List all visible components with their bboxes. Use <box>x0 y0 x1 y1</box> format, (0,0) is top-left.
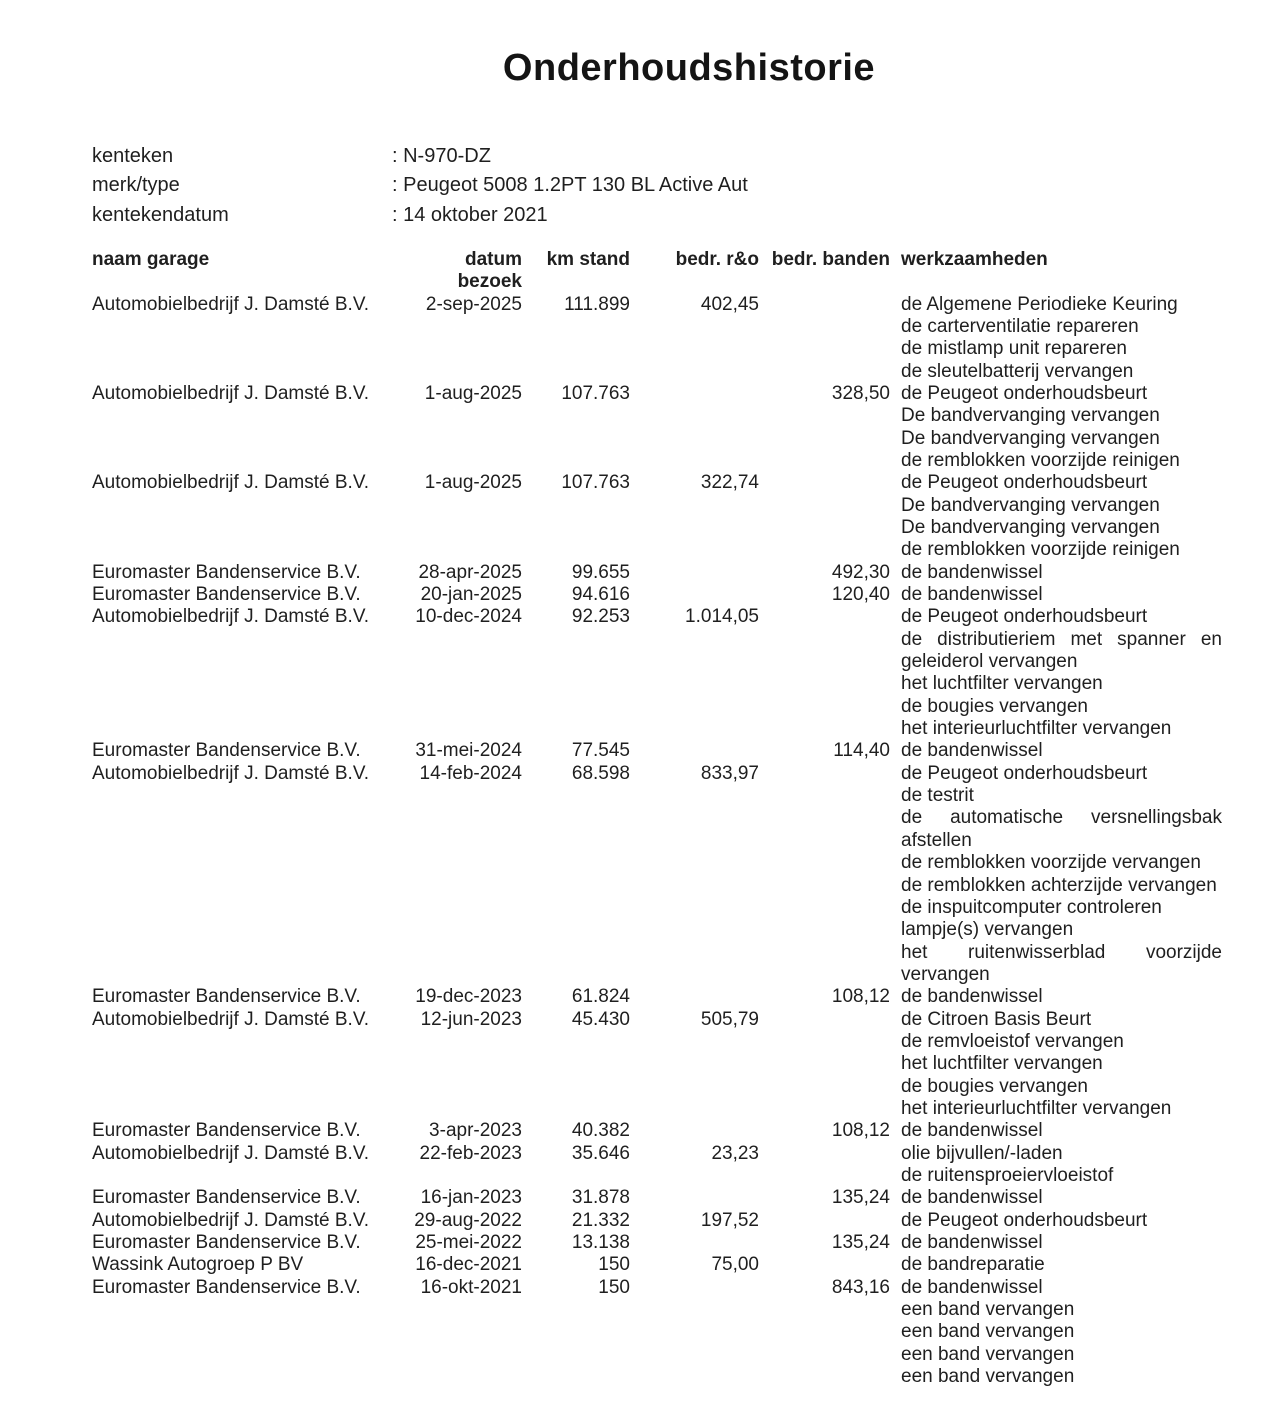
werkzaamheden-list <box>890 1210 1222 1232</box>
werkzaamheden-item: het interieurluchtfilter vervangen <box>901 718 1172 740</box>
info-label-kentekendatum: kentekendatum <box>92 203 229 226</box>
cell-garage: Euromaster Bandenservice B.V. <box>92 1187 361 1209</box>
cell-bedr-banden <box>759 763 890 986</box>
cell-bedr-ro <box>630 1277 759 1389</box>
column-header-werkzaamheden: werkzaamheden <box>901 248 1048 270</box>
werkzaamheden-list <box>890 1232 1222 1254</box>
cell-datum-bezoek: 25-mei-2022 <box>415 1232 522 1254</box>
werkzaamheden-item: een band vervangen <box>901 1299 1075 1321</box>
werkzaamheden-item: de bougies vervangen <box>901 695 1088 717</box>
werkzaamheden-item: de Peugeot onderhoudsbeurt <box>901 472 1148 494</box>
table-row <box>92 1143 1222 1188</box>
cell-garage: Euromaster Bandenservice B.V. <box>92 1232 361 1254</box>
table-row <box>92 1210 1222 1232</box>
werkzaamheden-item: de Peugeot onderhoudsbeurt <box>901 382 1148 404</box>
table-header <box>92 249 1222 294</box>
cell-bedr-banden <box>759 294 890 383</box>
cell-datum-bezoek: 1-aug-2025 <box>424 472 522 494</box>
cell-bedr-banden <box>759 1009 890 1121</box>
table-row <box>92 1187 1222 1209</box>
table-row <box>92 472 1222 561</box>
cell-km-stand: 13.138 <box>571 1232 630 1254</box>
werkzaamheden-list <box>890 1277 1222 1389</box>
werkzaamheden-item: de bandenwissel <box>901 986 1043 1008</box>
cell-bedr-ro <box>630 1187 759 1209</box>
cell-garage: Euromaster Bandenservice B.V. <box>92 561 361 583</box>
cell-bedr-ro: 1.014,05 <box>685 606 759 628</box>
cell-datum-bezoek: 14-feb-2024 <box>419 762 522 784</box>
cell-km-stand: 107.763 <box>561 472 630 494</box>
werkzaamheden-list <box>890 763 1222 986</box>
cell-km-stand: 61.824 <box>571 986 630 1008</box>
cell-bedr-ro <box>630 1232 759 1254</box>
cell-bedr-banden: 328,50 <box>831 382 890 404</box>
werkzaamheden-item: de bougies vervangen <box>901 1075 1088 1097</box>
werkzaamheden-list <box>890 1009 1222 1121</box>
werkzaamheden-list <box>890 472 1222 561</box>
werkzaamheden-item: de Peugeot onderhoudsbeurt <box>901 1209 1148 1231</box>
column-header-km-stand: km stand <box>546 248 630 270</box>
cell-garage: Automobielbedrijf J. Damsté B.V. <box>92 293 370 315</box>
cell-bedr-banden: 114,40 <box>833 740 890 762</box>
werkzaamheden-item: een band vervangen <box>901 1366 1075 1388</box>
cell-km-stand: 35.646 <box>571 1142 630 1164</box>
cell-km-stand: 40.382 <box>571 1120 630 1142</box>
column-header-datum-bezoek: datum bezoek <box>457 248 522 293</box>
cell-km-stand: 150 <box>598 1254 630 1276</box>
cell-bedr-banden: 135,24 <box>831 1187 890 1209</box>
vehicle-info-row <box>92 171 1280 200</box>
werkzaamheden-item: de sleutelbatterij vervangen <box>901 360 1134 382</box>
werkzaamheden-item: de bandenwissel <box>901 584 1043 606</box>
maintenance-table <box>92 249 1222 1389</box>
cell-datum-bezoek: 16-jan-2023 <box>420 1187 522 1209</box>
cell-garage: Euromaster Bandenservice B.V. <box>92 740 361 762</box>
werkzaamheden-item: een band vervangen <box>901 1343 1075 1365</box>
cell-datum-bezoek: 12-jun-2023 <box>420 1008 522 1030</box>
werkzaamheden-item: de remblokken voorzijde vervangen <box>901 852 1201 874</box>
werkzaamheden-item: olie bijvullen/-laden <box>901 1142 1063 1164</box>
werkzaamheden-item: de bandenwissel <box>901 740 1043 762</box>
werkzaamheden-list <box>890 1143 1222 1188</box>
column-header-bedr-ro: bedr. r&o <box>675 248 759 270</box>
cell-bedr-ro: 23,23 <box>711 1142 759 1164</box>
table-row <box>92 740 1222 762</box>
cell-datum-bezoek: 1-aug-2025 <box>424 382 522 404</box>
cell-datum-bezoek: 19-dec-2023 <box>415 986 522 1008</box>
table-row <box>92 1120 1222 1142</box>
werkzaamheden-item: de bandreparatie <box>901 1254 1045 1276</box>
werkzaamheden-item: De bandvervanging vervangen <box>901 427 1160 449</box>
cell-garage: Automobielbedrijf J. Damsté B.V. <box>92 1209 370 1231</box>
cell-garage: Euromaster Bandenservice B.V. <box>92 1276 361 1298</box>
werkzaamheden-list <box>890 1254 1222 1276</box>
info-value-kenteken: : N-970-DZ <box>392 145 491 167</box>
cell-bedr-banden <box>759 1143 890 1188</box>
werkzaamheden-item: De bandvervanging vervangen <box>901 517 1160 539</box>
cell-bedr-ro: 322,74 <box>700 472 759 494</box>
table-row <box>92 1277 1222 1389</box>
table-row <box>92 763 1222 986</box>
cell-datum-bezoek: 31-mei-2024 <box>415 740 522 762</box>
werkzaamheden-item: het luchtfilter vervangen <box>901 673 1103 695</box>
werkzaamheden-item: de bandenwissel <box>901 1232 1043 1254</box>
werkzaamheden-item: het ruitenwisserblad voorzijde vervangen <box>901 941 1222 985</box>
cell-datum-bezoek: 2-sep-2025 <box>425 293 522 315</box>
cell-bedr-banden: 108,12 <box>831 986 890 1008</box>
page-title: Onderhoudshistorie <box>502 47 876 89</box>
cell-bedr-ro <box>630 740 759 762</box>
werkzaamheden-item: de remblokken voorzijde reinigen <box>901 449 1180 471</box>
info-value-kentekendatum: : 14 oktober 2021 <box>392 203 548 226</box>
cell-datum-bezoek: 16-okt-2021 <box>420 1276 522 1298</box>
info-value-merk-type: : Peugeot 5008 1.2PT 130 BL Active Aut <box>392 174 748 197</box>
cell-km-stand: 77.545 <box>571 740 630 762</box>
table-row <box>92 986 1222 1008</box>
cell-bedr-banden: 492,30 <box>831 561 890 583</box>
cell-garage: Automobielbedrijf J. Damsté B.V. <box>92 382 370 404</box>
cell-bedr-banden <box>759 1210 890 1232</box>
cell-datum-bezoek: 10-dec-2024 <box>415 606 522 628</box>
cell-garage: Automobielbedrijf J. Damsté B.V. <box>92 1008 370 1030</box>
cell-bedr-ro: 833,97 <box>700 762 759 784</box>
table-row <box>92 383 1222 472</box>
cell-km-stand: 21.332 <box>571 1209 630 1231</box>
werkzaamheden-list <box>890 1120 1222 1142</box>
table-row <box>92 584 1222 606</box>
werkzaamheden-item: de Peugeot onderhoudsbeurt <box>901 762 1148 784</box>
cell-datum-bezoek: 16-dec-2021 <box>415 1254 522 1276</box>
werkzaamheden-item: de Peugeot onderhoudsbeurt <box>901 606 1148 628</box>
werkzaamheden-item: de bandenwissel <box>901 1120 1043 1142</box>
cell-bedr-ro: 505,79 <box>700 1008 759 1030</box>
cell-garage: Automobielbedrijf J. Damsté B.V. <box>92 1142 370 1164</box>
cell-km-stand: 92.253 <box>571 606 630 628</box>
cell-km-stand: 31.878 <box>571 1187 630 1209</box>
werkzaamheden-item: het interieurluchtfilter vervangen <box>901 1097 1172 1119</box>
cell-garage: Euromaster Bandenservice B.V. <box>92 584 361 606</box>
cell-datum-bezoek: 20-jan-2025 <box>420 584 522 606</box>
cell-datum-bezoek: 22-feb-2023 <box>419 1142 522 1164</box>
werkzaamheden-item: de remblokken voorzijde reinigen <box>901 539 1180 561</box>
cell-km-stand: 99.655 <box>571 561 630 583</box>
werkzaamheden-item: De bandvervanging vervangen <box>901 405 1160 427</box>
werkzaamheden-item: de remblokken achterzijde vervangen <box>901 874 1217 896</box>
vehicle-info <box>92 142 1280 230</box>
table-row <box>92 1254 1222 1276</box>
cell-bedr-banden: 843,16 <box>831 1276 890 1298</box>
cell-garage: Wassink Autogroep P BV <box>92 1254 304 1276</box>
cell-bedr-ro <box>630 1120 759 1142</box>
cell-km-stand: 107.763 <box>561 382 630 404</box>
cell-bedr-ro <box>630 986 759 1008</box>
cell-bedr-ro: 402,45 <box>700 293 759 315</box>
werkzaamheden-item: de testrit <box>901 785 974 807</box>
cell-bedr-banden: 135,24 <box>831 1232 890 1254</box>
cell-bedr-banden: 120,40 <box>831 584 890 606</box>
cell-bedr-ro <box>630 383 759 472</box>
werkzaamheden-item: de ruitensproeiervloeistof <box>901 1164 1114 1186</box>
werkzaamheden-item: de inspuitcomputer controleren <box>901 896 1162 918</box>
cell-datum-bezoek: 28-apr-2025 <box>418 561 522 583</box>
table-row <box>92 562 1222 584</box>
werkzaamheden-item: het luchtfilter vervangen <box>901 1053 1103 1075</box>
cell-bedr-banden <box>759 1254 890 1276</box>
cell-bedr-banden <box>759 606 890 740</box>
cell-bedr-banden <box>759 472 890 561</box>
werkzaamheden-item: de automatische versnellingsbak afstellen <box>901 807 1222 851</box>
column-header-naam-garage: naam garage <box>92 248 210 270</box>
cell-garage: Automobielbedrijf J. Damsté B.V. <box>92 472 370 494</box>
cell-bedr-ro: 75,00 <box>711 1254 759 1276</box>
cell-km-stand: 150 <box>598 1276 630 1298</box>
table-row <box>92 1009 1222 1121</box>
werkzaamheden-item: de Citroen Basis Beurt <box>901 1008 1092 1030</box>
table-body <box>92 294 1222 1389</box>
cell-km-stand: 94.616 <box>571 584 630 606</box>
cell-datum-bezoek: 29-aug-2022 <box>414 1209 522 1231</box>
werkzaamheden-item: de Algemene Periodieke Keuring <box>901 293 1178 315</box>
werkzaamheden-item: de bandenwissel <box>901 1276 1043 1298</box>
werkzaamheden-list <box>890 584 1222 606</box>
werkzaamheden-list <box>890 562 1222 584</box>
cell-bedr-ro <box>630 584 759 606</box>
cell-km-stand: 68.598 <box>571 762 630 784</box>
werkzaamheden-item: de bandenwissel <box>901 561 1043 583</box>
cell-garage: Automobielbedrijf J. Damsté B.V. <box>92 606 370 628</box>
table-row <box>92 294 1222 383</box>
vehicle-info-row <box>92 201 1280 230</box>
vehicle-info-row <box>92 142 1280 171</box>
werkzaamheden-item: de carterventilatie repareren <box>901 315 1139 337</box>
cell-datum-bezoek: 3-apr-2023 <box>429 1120 522 1142</box>
table-row <box>92 606 1222 740</box>
cell-garage: Euromaster Bandenservice B.V. <box>92 1120 361 1142</box>
werkzaamheden-item: een band vervangen <box>901 1321 1075 1343</box>
cell-km-stand: 45.430 <box>571 1008 630 1030</box>
werkzaamheden-list <box>890 1187 1222 1209</box>
werkzaamheden-item: De bandvervanging vervangen <box>901 494 1160 516</box>
cell-garage: Euromaster Bandenservice B.V. <box>92 986 361 1008</box>
werkzaamheden-item: lampje(s) vervangen <box>901 919 1074 941</box>
werkzaamheden-item: de distributieriem met spanner en geleiderol vervangen <box>901 628 1222 673</box>
cell-bedr-banden: 108,12 <box>831 1120 890 1142</box>
werkzaamheden-list <box>890 606 1222 740</box>
column-header-bedr-banden: bedr. banden <box>771 248 890 270</box>
info-label-kenteken: kenteken <box>92 145 174 167</box>
werkzaamheden-list <box>890 986 1222 1008</box>
werkzaamheden-item: de bandenwissel <box>901 1187 1043 1209</box>
werkzaamheden-list <box>890 383 1222 472</box>
werkzaamheden-list <box>890 740 1222 762</box>
werkzaamheden-list <box>890 294 1222 383</box>
cell-km-stand: 111.899 <box>564 293 630 315</box>
werkzaamheden-item: de remvloeistof vervangen <box>901 1030 1124 1052</box>
werkzaamheden-item: de mistlamp unit repareren <box>901 338 1127 360</box>
cell-bedr-ro <box>630 562 759 584</box>
table-row <box>92 1232 1222 1254</box>
cell-garage: Automobielbedrijf J. Damsté B.V. <box>92 762 370 784</box>
cell-bedr-ro: 197,52 <box>700 1209 759 1231</box>
info-label-merk-type: merk/type <box>92 174 180 197</box>
